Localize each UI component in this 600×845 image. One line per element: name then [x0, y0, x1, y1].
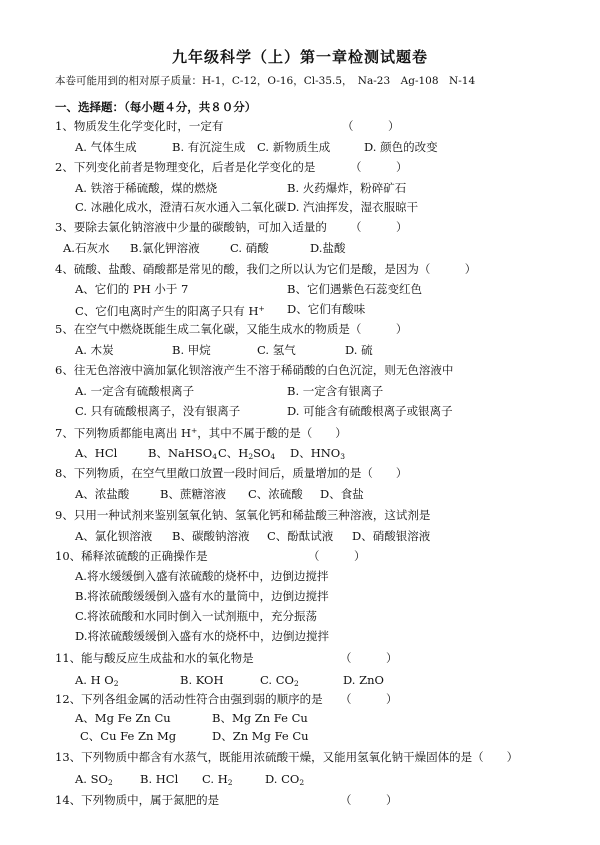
page-title: 九年级科学（上）第一章检测试题卷: [171, 48, 428, 66]
answer-blank-1: （ ）: [342, 119, 400, 133]
option-2c: C. 冰融化成水，澄清石灰水通入二氧化碳: [75, 200, 287, 214]
option-13b: B. HCl: [140, 772, 179, 786]
option-6b: B. 一定含有银离子: [287, 384, 384, 398]
option-9b: B、碳酸钠溶液: [172, 529, 250, 543]
option-6d: D. 可能含有硫酸根离子或银离子: [287, 404, 453, 418]
option-11d: D. ZnO: [343, 673, 384, 687]
option-3c: C. 硝酸: [230, 241, 269, 255]
option-7b: B、NaHSO$_4$: [148, 446, 217, 461]
question-9: 9、只用一种试剂来鉴别氢氧化钠、氢氧化钙和稀盐酸三种溶液，这试剂是: [55, 508, 431, 522]
option-8a: A、浓盐酸: [75, 487, 130, 501]
h-plus-superscript: +: [191, 426, 198, 435]
option-8c: C、浓硫酸: [248, 487, 303, 501]
answer-blank-11: （ ）: [340, 651, 398, 665]
answer-blank-12: （ ）: [340, 692, 398, 706]
option-7d: D、$HNO_3$: [290, 446, 346, 461]
option-4a: A、它们的 PH 小于 7: [75, 282, 189, 296]
option-4d: D、它们有酸味: [287, 302, 366, 316]
option-1d: D. 颜色的改变: [364, 140, 438, 154]
option-6c: C. 只有硫酸根离子，没有银离子: [75, 404, 241, 418]
option-3a: A.石灰水: [63, 241, 110, 255]
option-9d: D、硝酸银溶液: [352, 529, 431, 543]
option-4b: B、它们遇紫色石蕊变红色: [287, 282, 422, 296]
question-8: 8、下列物质，在空气里敞口放置一段时间后，质量增加的是（ ）: [55, 466, 408, 480]
option-12d: D、Zn Mg Fe Cu: [212, 729, 309, 743]
option-3d: D.盐酸: [310, 241, 346, 255]
option-9c: C、酚酞试液: [267, 529, 334, 543]
option-2d: D. 汽油挥发，湿衣服晾干: [287, 200, 419, 214]
option-13a: A. $SO_2$: [75, 772, 113, 787]
option-10c: C.将浓硫酸和水同时倒入一试剂瓶中，充分振荡: [75, 609, 318, 623]
question-5: 5、在空气中燃烧既能生成二氧化碳，又能生成水的物质是（ ）: [55, 322, 408, 336]
option-8b: B、蔗糖溶液: [160, 487, 226, 501]
answer-blank-3: （ ）: [350, 220, 408, 234]
answer-blank-14: （ ）: [340, 793, 398, 807]
option-10d: D.将浓硫酸缓缓倒入盛有水的烧杯中，边倒边搅拌: [75, 629, 329, 643]
question-4: 4、硫酸、盐酸、硝酸都是常见的酸，我们之所以认为它们是酸，是因为（ ）: [55, 262, 477, 276]
option-10a: A.将水缓缓倒入盛有浓硫酸的烧杯中，边倒边搅拌: [75, 569, 329, 583]
question-1: 1、物质发生化学变化时，一定有: [55, 119, 224, 133]
question-3: 3、要除去氯化钠溶液中少量的碳酸钠，可加入适量的: [55, 220, 327, 234]
option-3b: B.氯化钾溶液: [130, 241, 200, 255]
question-14: 14、下列物质中，属于氮肥的是: [55, 793, 220, 807]
option-1c: C. 新物质生成: [257, 140, 331, 154]
option-12a: A、Mg Fe Zn Cu: [75, 711, 171, 725]
option-11a: A. H $O_2$: [75, 673, 119, 688]
question-11: 11、能与酸反应生成盐和水的氧化物是: [55, 651, 254, 665]
question-13: 13、下列物质中都含有水蒸气，既能用浓硫酸干燥，又能用氢氧化钠干燥固体的是（ ）: [55, 750, 519, 764]
option-7c: C、$H_2SO_4$: [218, 446, 276, 461]
option-9a: A、氯化钡溶液: [75, 529, 153, 543]
option-6a: A. 一定含有硫酸根离子: [75, 384, 195, 398]
option-1a: A. 气体生成: [75, 140, 137, 154]
option-12b: B、Mg Zn Fe Cu: [212, 711, 308, 725]
option-4c: C、它们电离时产生的阳离子只有 H+: [75, 304, 265, 318]
option-1b: B. 有沉淀生成: [172, 140, 246, 154]
option-7a: A、HCl: [75, 446, 118, 460]
answer-blank-10: （ ）: [308, 549, 366, 563]
option-5a: A. 木炭: [75, 343, 114, 357]
option-5b: B. 甲烷: [172, 343, 211, 357]
option-12c: C、Cu Fe Zn Mg: [80, 729, 177, 743]
answer-blank-2: （ ）: [350, 160, 408, 174]
option-11c: C. $CO_2$: [260, 673, 299, 688]
question-10: 10、稀释浓硫酸的正确操作是: [55, 549, 208, 563]
question-6: 6、往无色溶液中滴加氯化钡溶液产生不溶于稀硝酸的白色沉淀，则无色溶液中: [55, 363, 454, 377]
question-2: 2、下列变化前者是物理变化，后者是化学变化的是: [55, 160, 316, 174]
option-8d: D、食盐: [320, 487, 364, 501]
section-heading: 一、选择题：（每小题４分，共８０分）: [55, 100, 257, 114]
option-11b: B. KOH: [180, 673, 224, 687]
option-5c: C. 氢气: [257, 343, 296, 357]
option-2b: B. 火药爆炸，粉碎矿石: [287, 181, 407, 195]
option-5d: D. 硫: [345, 343, 373, 357]
atomic-masses-note: 本卷可能用到的相对原子质量：H-1，C-12，O-16，Cl-35.5， Na-23 Ag-108 N-14: [55, 75, 476, 87]
option-2a: A. 铁溶于稀硫酸，煤的燃烧: [75, 181, 218, 195]
question-7: 7、下列物质都能电离出 H+，其中不属于酸的是（ ）: [55, 426, 347, 440]
option-10b: B.将浓硫酸缓缓倒入盛有水的量筒中，边倒边搅拌: [75, 589, 329, 603]
option-13c: C. $H_2$: [202, 772, 233, 787]
option-13d: D. $CO_2$: [265, 772, 305, 787]
question-12: 12、下列各组金属的活动性符合由强到弱的顺序的是: [55, 692, 323, 706]
